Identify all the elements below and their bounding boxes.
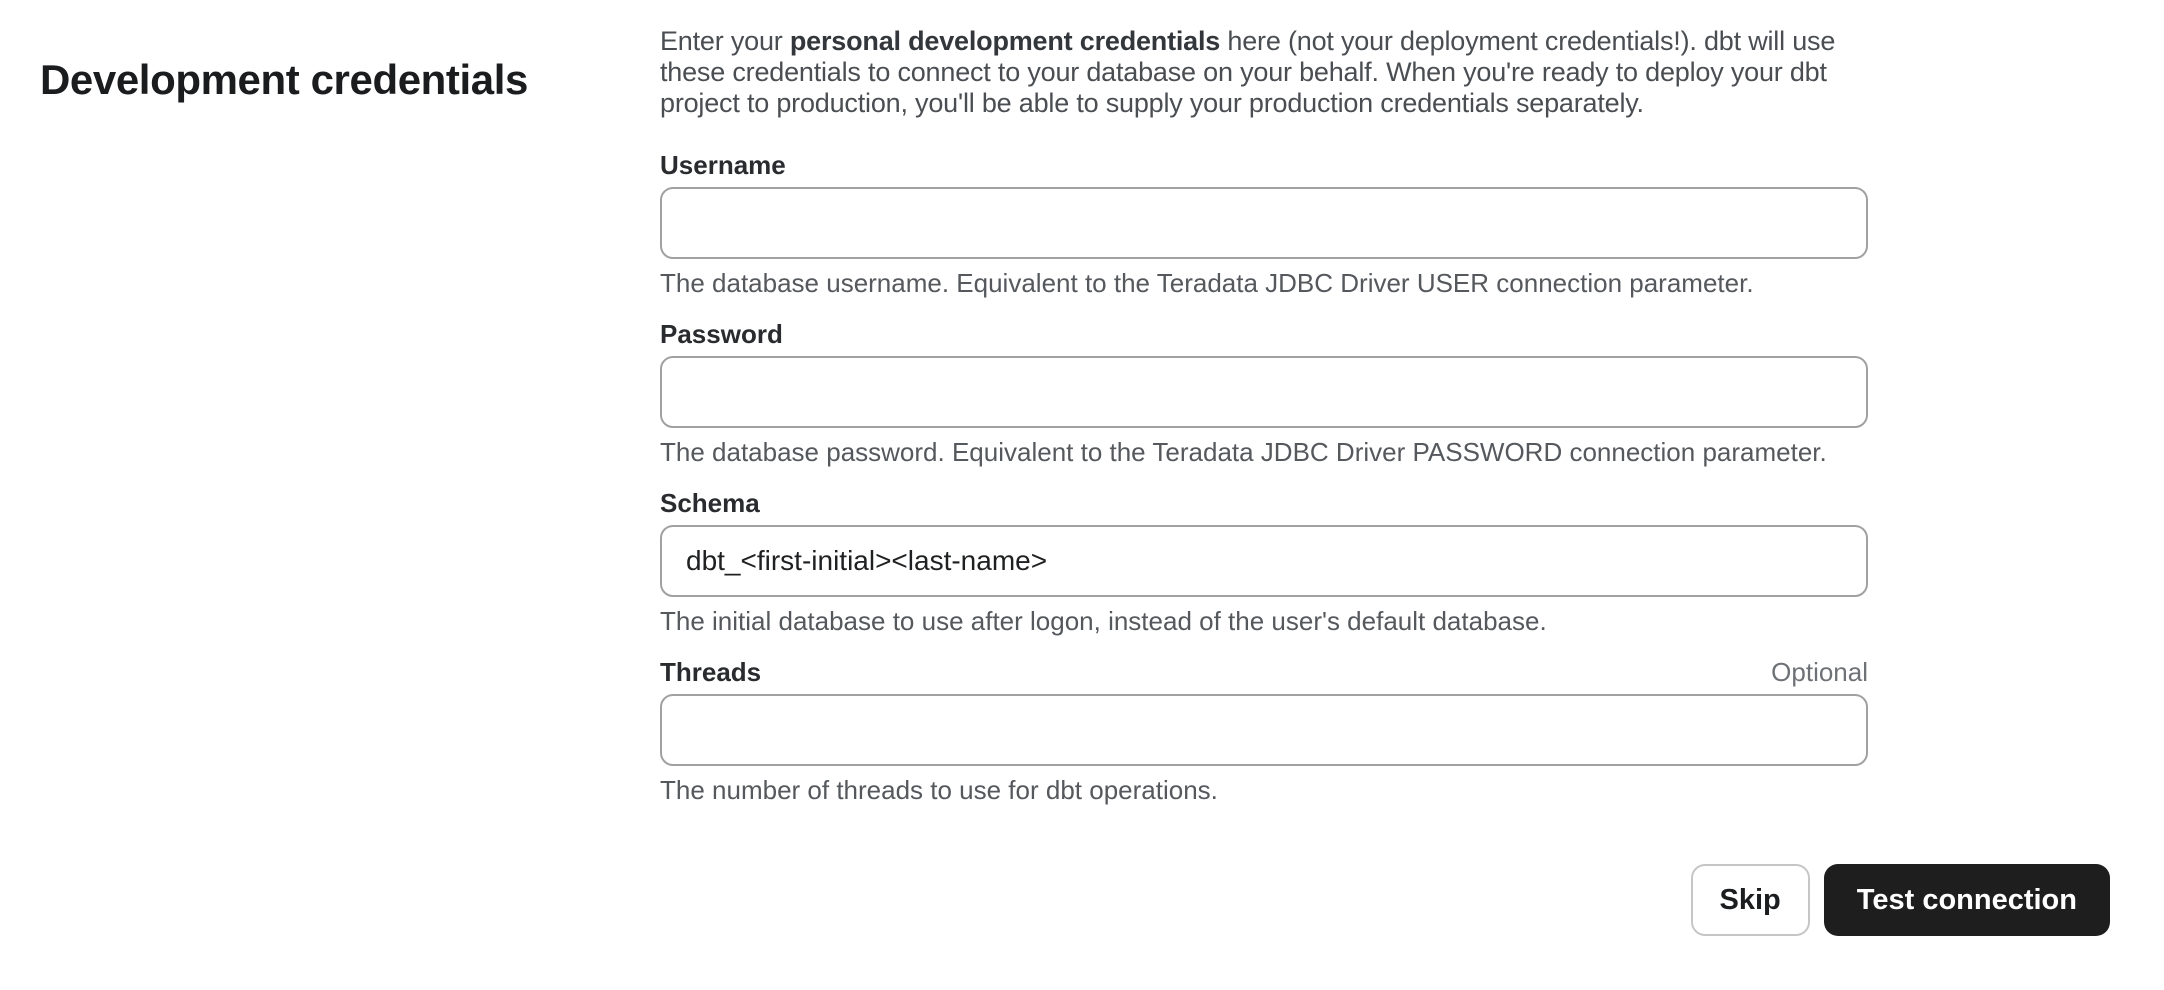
threads-optional-badge: Optional — [1771, 657, 1868, 687]
password-input[interactable] — [660, 356, 1868, 428]
intro-suffix: here (not your deployment credentials!). dbt will use these credentials to connect to your database on your behalf. When you're ready to deploy your dbt project to production, you'll be able to supply your production credentials separately. — [660, 26, 1836, 118]
intro-prefix: Enter your — [660, 26, 790, 56]
password-helper: The database password. Equivalent to the Teradata JDBC Driver PASSWORD connection parameter. — [660, 437, 1827, 467]
intro-bold-segment: personal development credentials — [789, 26, 1221, 56]
schema-input[interactable] — [660, 525, 1868, 597]
footer-actions — [1691, 864, 2110, 936]
field-threads — [660, 656, 1868, 805]
field-schema — [660, 487, 1868, 636]
skip-button[interactable]: Skip — [1691, 864, 1810, 936]
username-label: Username — [660, 150, 786, 180]
field-password — [660, 318, 1868, 467]
intro-text — [660, 26, 1868, 119]
page-title: Development credentials — [40, 56, 528, 104]
field-username — [660, 149, 1868, 298]
username-helper: The database username. Equivalent to the Teradata JDBC Driver USER connection parameter. — [660, 268, 1754, 298]
threads-label: Threads — [660, 657, 762, 687]
credentials-form — [660, 26, 1868, 825]
schema-helper: The initial database to use after logon, instead of the user's default database. — [660, 606, 1547, 636]
password-label: Password — [660, 319, 783, 349]
threads-input[interactable] — [660, 694, 1868, 766]
threads-helper: The number of threads to use for dbt operations. — [660, 775, 1218, 805]
test-connection-button[interactable]: Test connection — [1824, 864, 2110, 936]
username-input[interactable] — [660, 187, 1868, 259]
schema-label: Schema — [660, 488, 760, 518]
